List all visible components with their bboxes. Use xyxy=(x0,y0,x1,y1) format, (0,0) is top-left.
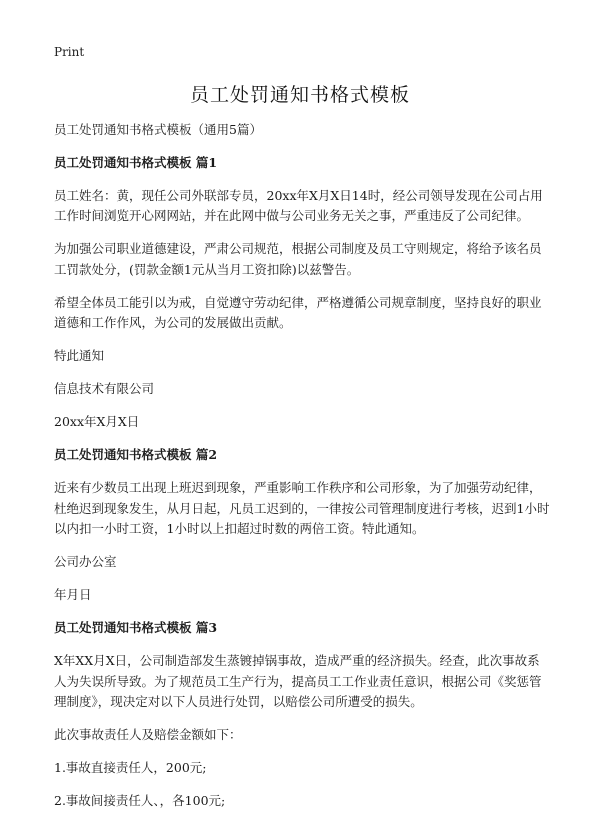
document-subtitle: 员工处罚通知书格式模板（通用5篇） xyxy=(54,122,262,137)
paragraph: 近来有少数员工出现上班迟到现象，严重影响工作秩序和公司形象，为了加强劳动纪律，杜绝迟到现象发生，从月日起，凡员工迟到的，一律按公司管理制度进行考核，迟到1小时以内扣一小时工资，1小时以上扣超过时数的两倍工资。特此通知。 xyxy=(54,480,550,536)
paragraph: 为加强公司职业道德建设，严肃公司规范，根据公司制度及员工守则规定，将给予该名员工罚款处分，(罚款金额1元从当月工资扣除)以兹警告。 xyxy=(54,241,542,277)
section-heading: 员工处罚通知书格式模板 篇3 xyxy=(54,620,218,635)
paragraph: 年月日 xyxy=(54,587,92,602)
paragraph: 特此通知 xyxy=(54,348,105,363)
print-link[interactable]: Print xyxy=(54,45,85,59)
paragraph: 此次事故责任人及赔偿金额如下： xyxy=(54,727,242,742)
paragraph: X年XX月X日，公司制造部发生蒸镀掉锅事故，造成严重的经济损失。经查，此次事故系人为失误所导致。为了规范员工生产行为，提高员工工作业责任意识，根据公司《奖惩管理制度》，现决定对以下人员进行处罚，以赔偿公司所遭受的损失。 xyxy=(54,653,542,709)
paragraph: 公司办公室 xyxy=(54,554,117,569)
paragraph: 2.事故间接责任人、，各100元; xyxy=(54,793,226,808)
paragraph: 员工姓名：黄，现任公司外联部专员，20xx年X月X日14时，经公司领导发现在公司占用工作时间浏览开心网网站，并在此网中做与公司业务无关之事，严重违反了公司纪律。 xyxy=(54,187,543,223)
paragraph: 希望全体员工能引以为戒，自觉遵守劳动纪律，严格遵循公司规章制度，坚持良好的职业道德和工作作风，为公司的发展做出贡献。 xyxy=(54,294,542,330)
paragraph: 信息技术有限公司 xyxy=(54,381,155,396)
section-heading: 员工处罚通知书格式模板 篇1 xyxy=(54,154,218,170)
document-title: 员工处罚通知书格式模板 xyxy=(189,84,410,106)
document-body xyxy=(54,120,550,824)
paragraph: 1.事故直接责任人，200元; xyxy=(54,760,207,775)
section-heading: 员工处罚通知书格式模板 篇2 xyxy=(54,447,218,462)
paragraph: 20xx年X月X日 xyxy=(54,414,140,429)
